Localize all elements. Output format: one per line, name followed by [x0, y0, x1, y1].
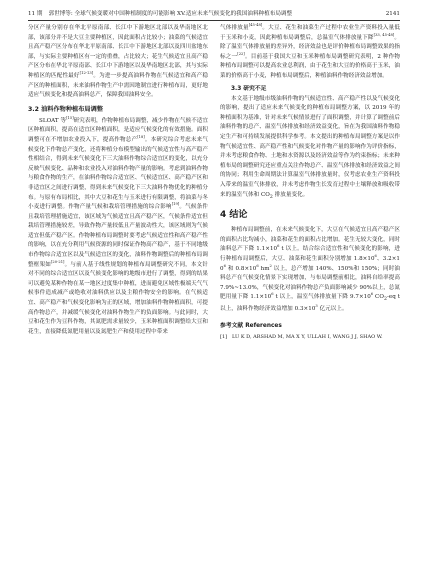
citation: [18]: [137, 135, 145, 140]
running-title: 郭世博等: 全球气候变暖对中国种植制度的可能影响 XV.适应未来气候变化的我国油料种植布局调整: [48, 11, 293, 17]
reference-item: [220, 333, 400, 341]
issue-number: 11 期: [28, 11, 43, 17]
subsection-heading-3-3: 3.3 研究不足: [231, 85, 267, 92]
citation: [12-13]: [79, 71, 94, 76]
page-number: 2141: [385, 11, 400, 17]
paragraph-emissions: 气体排放量[45-48]。大豆、花生和油菜生产过程中农业生产资料投入量低于玉米和小麦，因此种植布局调整后，总温室气体排放量下降[33, 45-48]。除了温室气体排放量的差异外，经济效益也是评价种植布局调整效果的指标之一[22]。目前基于我国大豆和玉米种植布局调整研究表明，2 种作物种植布局调整可以提高农业总利润，由于花生和大豆的价格高于玉米，油菜的价格高于小麦，种植布局调整后，种植油料作物经济效益增加。: [220, 23, 401, 79]
citation: [19]: [171, 202, 180, 207]
paragraph-conclusion: 种植布局调整前，在未来气候变化下，大豆在气候适宜且高产稳产区的面积占比均减小，油菜和花生的面积占比增加。花生无较大变化，同时油料总产下降 $1.1\times 10^6$ t 以上。结合综合适宜性和气候变化的影响，进行种植布局调整后，大豆、油菜和花生面积分别增加 $1.8\times 10^6$、$3.2\times 10^6$ 和 $0.8\times 10^6$ $hm^2$ 以上，总产增加 140%、150%和 150%；同时油料总产在气候变化情景下实现增加，与布局调整前相比，油料自给率提高 7.9%~13.0%，气候变化对油料作物总产负面影响减少 90%以上，总氮肥用量下降 $1.1\times 10^6$ t 以上，温室气体排放量下降 $9.7\times 10^6$ $CO_2-eq$ t以上，油料作物经济效益增加 $0.3\times 10^3$ 亿元以上。: [220, 227, 401, 313]
citation: [20-21]: [50, 259, 65, 264]
paragraph-layout-adjustment: SLOAT 等[15]研究表明，作物种植布局调整，减少作物在气候不适宜区种植面积，提高在适宜区种植面积，是适应气候变化的有效措施。面积调整可在不增加农业投入下，提高作物总产[18]。本研究综合考虑未来气候变化下作物总产变化，还将种植分布模型输出的气候适宜性与高产稳产性相结合，得到未来气候变化下三大油料作物综合适宜区的变化，以充分反映气候变化、品种和农业投入对油料作物产量的影响。考虑到油料作物与粮食作物的生产，在油料作物综合适宜区、气候适宜区、高产稳产区和非适宜区之间进行调整，得到未来气候变化下三大油料作物优化的种植分布。与原有布局相比，其中大豆和花生与玉米进行有限调整，将油菜与冬小麦进行调整。作物产量气候和栽培管理措施的综合影响[19]。气候条件且栽培管理措施适宜，该区域为气候适宜且高产稳产区，气候条件适宜但栽培管理措施较差，导致作物产量较低且产量波动性大，该区域则为气候适宜但低产稳产区。作物种植布局调整时要考虑气候适宜性和高产稳产性的影响，以在充分利用气候资源的同时保证作物高产稳产，基于不同地级市作物综合适宜区以及气候适宜区的变化，油料作物调整后的种植布局调整框架如[20-21]。与前人基于线性规划的种植布局调整研究不同，本文针对不同的综合适宜区以及气候变化影响的地级市进行了调整，得到的结果可以避免某种作物在某一地区过度集中种植，进而避免区域性极端天气气候事件造成减产或绝收对油料供应以及主粮作物安全的影响。在气候适宜、高产稳产和气候变化影响为正的区域，增加油料作物种植面积，可提高作物总产，并减缓气候变化对油料作物生产的负面影响。与此同时，大豆和花生作为豆科作物，其氮肥需求量较少，玉米种植面积调整给大豆和花生，直接降低氮肥用量以及氮肥生产和使用过程中带来: [28, 115, 209, 335]
reference-number: [1]: [220, 333, 228, 340]
reference-text: LU K D, ARSHAD M, MA X Y, ULLAH I, WANG J J, SHAO W.: [232, 333, 383, 340]
left-column: [28, 24, 208, 337]
section-heading-3-2: 3.2 油料作物种植布局调整: [28, 105, 103, 113]
section-heading-conclusion: 4 结论: [220, 210, 248, 221]
paragraph-limitations: 本文基于地级市级油料作物的气候适宜性、高产稳产性以及气候变化的影响，提出了适应未来气候变化的种植布局调整方案，以 2019 年的种植面积为基准，针对未来气候情景进行了面积调整，并计算了调整前后油料作物的总产、温室气体排放和经济效益变化，旨在为我国油料作物稳定生产和可持续发展提供科学参考。本文提出的种植布局调整方案是以作物气候适宜性、高产稳产性和气候变化对作物产量的影响作为评价指标，并未考虑粮食作物、土地和水资源以及经济效益等作为约束指标；未来种植布局的调整研究还应重点关注作物总产、温室气体排放和经济效益之间的协同；利用生命周期法计算温室气体排放量时，仅考虑农业生产资料投入带来的温室气体排放，并未考虑作物生长发育过程中土壤释放和吸收带来的温室气体和 $CO_2$ 排放量变化。: [220, 95, 400, 200]
running-header: [28, 9, 400, 21]
citation: [22]: [237, 51, 245, 56]
right-column: [220, 24, 400, 341]
citation: [15]: [66, 115, 74, 120]
references-heading: 参考文献 References: [220, 322, 282, 329]
paragraph-continued: 分区产量分别存在华北平原南部、长江中下游地区北部以及华南地区北部，该部分并不是大豆主要种植区，因此面积占比较小；油菜的气候适宜且高产稳产区分布在华北平原南部、长江中下游地区北部以及四川盆地东部，与实际主要种植区有一定的重叠，占比较大；花生气候适宜且高产稳产区分布在华北平原南部、长江中下游地区以及华南地区北部，其与实际种植区的匹配性最好[12-13]。为进一步提高油料作物在气候适宜和高产稳产区的种植面积，未来油料作物生产中需因地制宜进行种植布局，更好地适应气候变化和提高油料总产，保障我国油料安全。: [28, 25, 209, 99]
citation: [45-48]: [248, 23, 263, 28]
citation: [33, 45-48]: [373, 32, 395, 37]
